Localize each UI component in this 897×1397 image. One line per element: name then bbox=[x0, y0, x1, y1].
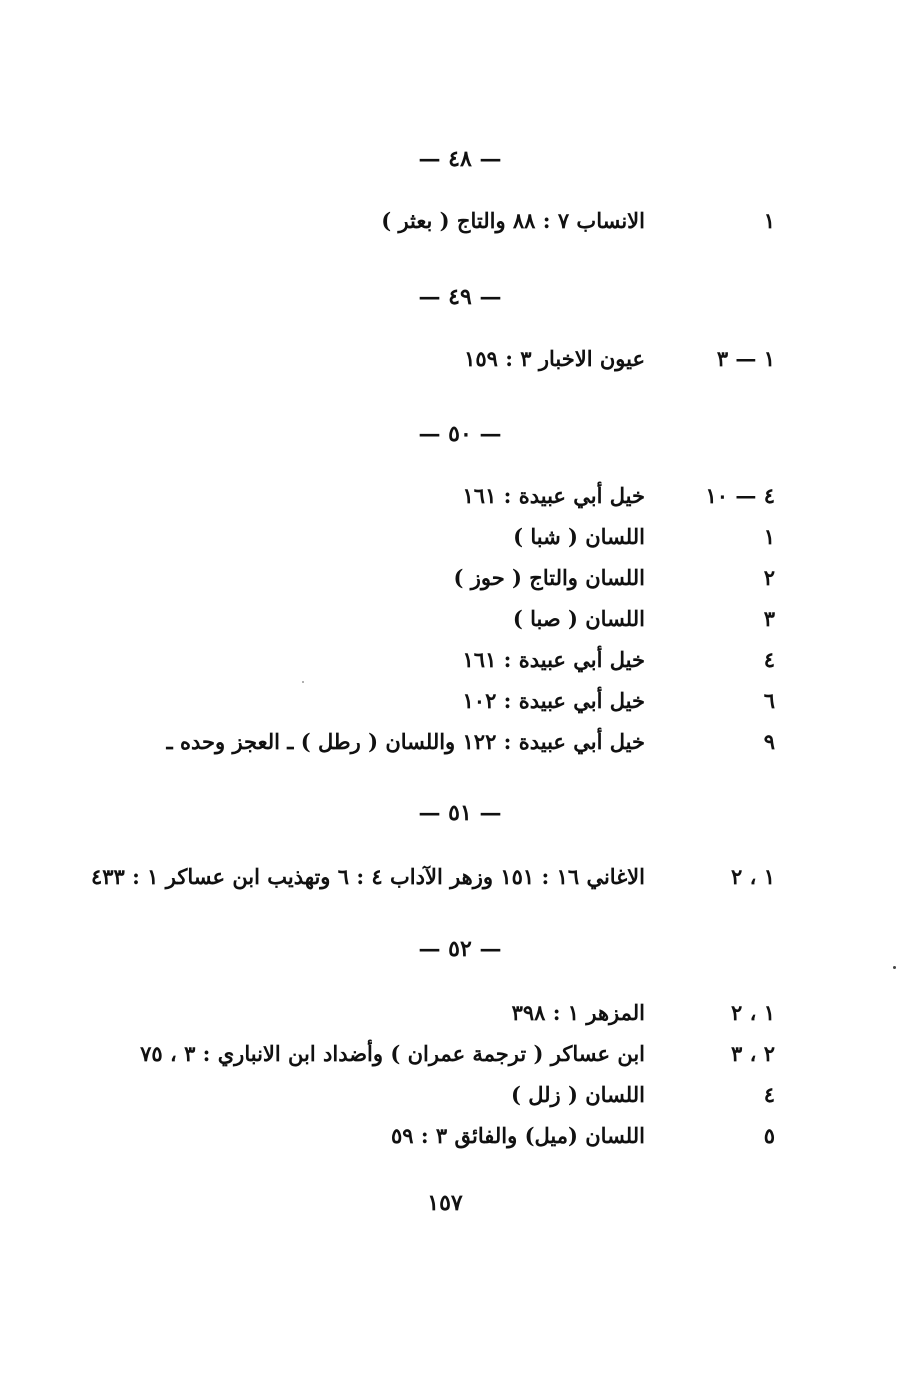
source-citation: خيل أبي عبيدة : ١٦١ bbox=[462, 483, 645, 508]
source-citation: عيون الاخبار ٣ : ١٥٩ bbox=[464, 346, 645, 371]
source-citation: الاغاني ١٦ : ١٥١ وزهر الآداب ٤ : ٦ وتهذيب ابن عساكر ١ : ٤٣٣ bbox=[90, 864, 645, 889]
source-citation: خيل أبي عبيدة : ١٦١ bbox=[462, 647, 645, 672]
line-reference: ٤ bbox=[763, 1082, 775, 1107]
entry-row bbox=[0, 1000, 897, 1034]
entry-row bbox=[0, 864, 897, 898]
section-header-50: — ٥٠ — bbox=[418, 421, 502, 447]
source-citation: الانساب ٧ : ٨٨ والتاج ( بعثر ) bbox=[381, 208, 645, 233]
entry-row bbox=[0, 565, 897, 599]
entry-row bbox=[0, 524, 897, 558]
entry-row bbox=[0, 346, 897, 380]
line-reference: ٤ bbox=[763, 647, 775, 672]
source-citation: ابن عساكر ( ترجمة عمران ) وأضداد ابن الانباري : ٣ ، ٧٥ bbox=[140, 1041, 645, 1066]
section-header-49: — ٤٩ — bbox=[418, 284, 502, 310]
line-reference: ١ — ٣ bbox=[716, 346, 775, 371]
entry-row bbox=[0, 606, 897, 640]
entry-row bbox=[0, 729, 897, 763]
line-reference: ٢ ، ٣ bbox=[731, 1041, 775, 1066]
source-citation: اللسان ( صبا ) bbox=[512, 606, 645, 631]
entry-row bbox=[0, 1041, 897, 1075]
entry-row bbox=[0, 1123, 897, 1157]
section-header-48: — ٤٨ — bbox=[418, 146, 502, 172]
line-reference: ٤ — ١٠ bbox=[705, 483, 775, 508]
line-reference: ١ bbox=[763, 208, 775, 233]
line-reference: ٥ bbox=[763, 1123, 775, 1148]
line-reference: ٣ bbox=[763, 606, 775, 631]
line-reference: ١ ، ٢ bbox=[731, 864, 775, 889]
entry-row bbox=[0, 688, 897, 722]
scan-speck bbox=[302, 681, 304, 683]
section-header-52: — ٥٢ — bbox=[418, 936, 502, 962]
line-reference: ١ ، ٢ bbox=[731, 1000, 775, 1025]
entry-row bbox=[0, 1082, 897, 1116]
line-reference: ٩ bbox=[763, 729, 775, 754]
line-reference: ١ bbox=[763, 524, 775, 549]
entry-row bbox=[0, 647, 897, 681]
source-citation: اللسان (ميل) والفائق ٣ : ٥٩ bbox=[390, 1123, 645, 1148]
line-reference: ٦ bbox=[763, 688, 775, 713]
source-citation: اللسان ( زلل ) bbox=[511, 1082, 645, 1107]
page-number: ١٥٧ bbox=[427, 1190, 463, 1216]
entry-row bbox=[0, 208, 897, 242]
source-citation: خيل أبي عبيدة : ١٢٢ واللسان ( رطل ) ـ العجز وحده ـ bbox=[166, 729, 645, 754]
source-citation: اللسان والتاج ( حوز ) bbox=[453, 565, 645, 590]
source-citation: المزهر ١ : ٣٩٨ bbox=[511, 1000, 645, 1025]
line-reference: ٢ bbox=[763, 565, 775, 590]
entry-row bbox=[0, 483, 897, 517]
source-citation: خيل أبي عبيدة : ١٠٢ bbox=[462, 688, 645, 713]
source-citation: اللسان ( شبا ) bbox=[513, 524, 645, 549]
scan-speck bbox=[893, 966, 896, 969]
section-header-51: — ٥١ — bbox=[418, 800, 502, 826]
